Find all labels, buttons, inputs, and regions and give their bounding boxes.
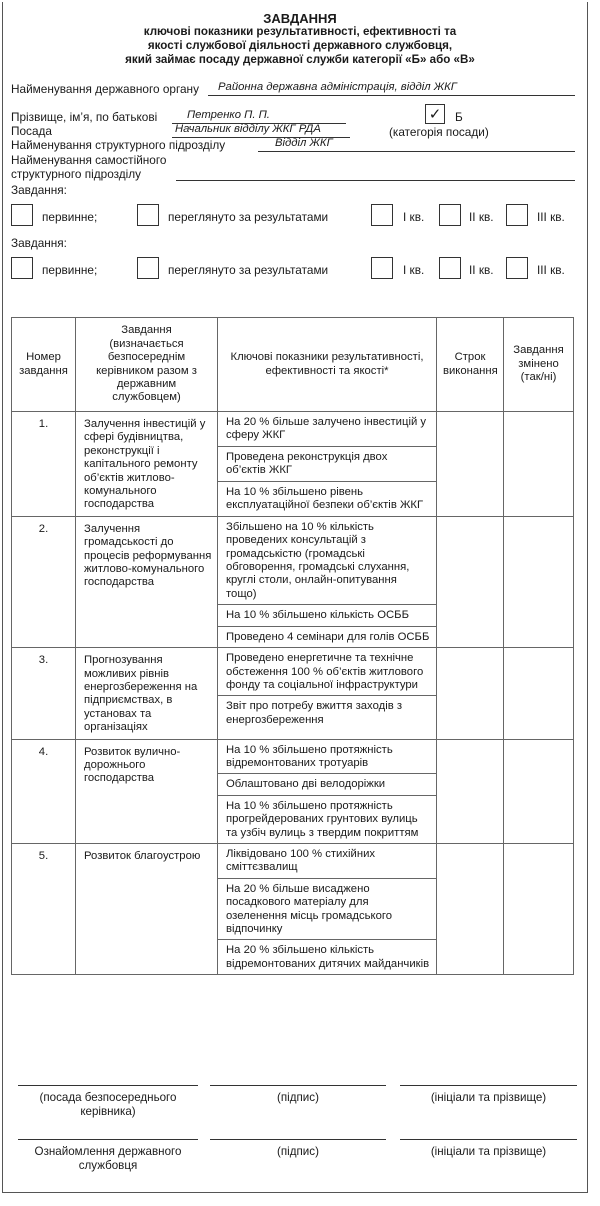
row-kpi-cell bbox=[218, 843, 437, 974]
task-row-2-revised-label: переглянуто за результатами bbox=[168, 263, 329, 277]
col-header-number: Номер завдання bbox=[12, 318, 76, 412]
task-row-2-q1-label: I кв. bbox=[403, 263, 425, 277]
category-caption: (категорія посади) bbox=[389, 125, 489, 139]
row-task: Розвиток благоустрою bbox=[76, 843, 218, 974]
struct-unit-label: Найменування структурного підрозділу bbox=[11, 138, 226, 152]
row-deadline[interactable] bbox=[437, 516, 504, 647]
task-row-1-revised-label: переглянуто за результатами bbox=[168, 210, 329, 224]
task-row-1-q2-label: II кв. bbox=[469, 210, 494, 224]
indep-unit-underline bbox=[176, 180, 575, 181]
name-label: Прізвище, ім’я, по батькові bbox=[11, 110, 158, 124]
row-changed[interactable] bbox=[504, 412, 574, 517]
row-deadline[interactable] bbox=[437, 739, 504, 843]
row-number: 5. bbox=[12, 843, 76, 974]
task-row-1-primary-label: первинне; bbox=[42, 210, 98, 224]
category-letter: Б bbox=[455, 110, 463, 124]
row-task: Прогнозування можливих рівнів енергозбереження на підприємствах, в установах та організаціях bbox=[76, 648, 218, 739]
sig-2-line-right bbox=[400, 1139, 577, 1140]
row-changed[interactable] bbox=[504, 739, 574, 843]
row-changed[interactable] bbox=[504, 843, 574, 974]
row-number: 3. bbox=[12, 648, 76, 739]
row-task: Розвиток вулично-дорожнього господарства bbox=[76, 739, 218, 843]
col-header-task: Завдання (визначається безпосереднім керівником разом з державним службовцем) bbox=[76, 318, 218, 412]
task-row-1-q1-checkbox[interactable] bbox=[371, 204, 393, 226]
row-number: 1. bbox=[12, 412, 76, 517]
form-subtitle-2: якості службової діяльності державного службовця, bbox=[147, 39, 453, 52]
task-row-2-q3-checkbox[interactable] bbox=[506, 257, 528, 279]
task-row-1-revised-checkbox[interactable] bbox=[137, 204, 159, 226]
kpi-item: На 10 % збільшено протяжність прогрейдерованих грунтових вулиць та узбіч вулиць з твердим покриттям bbox=[226, 799, 419, 839]
row-changed[interactable] bbox=[504, 516, 574, 647]
table-row bbox=[12, 739, 574, 843]
table-row bbox=[12, 843, 574, 974]
col-header-deadline: Строк виконання bbox=[437, 318, 504, 412]
struct-unit-underline bbox=[258, 151, 575, 152]
row-number: 2. bbox=[12, 516, 76, 647]
table-row bbox=[12, 412, 574, 517]
kpi-item: Облаштовано дві велодоріжки bbox=[218, 774, 436, 795]
row-deadline[interactable] bbox=[437, 412, 504, 517]
kpi-item: Збільшено на 10 % кількість проведених консультацій з громадськістю (громадські обговорення, громадські слухання, круглі столи, онлайн-опитування тощо) bbox=[218, 517, 436, 605]
position-label: Посада bbox=[11, 124, 52, 138]
kpi-item: На 10 % збільшено кількість ОСББ bbox=[218, 605, 436, 626]
row-kpi-cell bbox=[218, 648, 437, 739]
table-header-row bbox=[12, 318, 574, 412]
kpi-item: Ліквідовано 100 % стихійних сміттєзвалищ bbox=[218, 844, 436, 879]
kpi-item: На 20 % більше висаджено посадкового матеріалу для озеленення місць громадського відпочинку bbox=[218, 879, 436, 941]
kpi-item: На 20 % більше залучено інвестицій у сферу ЖКГ bbox=[218, 412, 436, 447]
struct-unit-value[interactable]: Відділ ЖКГ bbox=[275, 137, 333, 149]
task-row-1-primary-checkbox[interactable] bbox=[11, 204, 33, 226]
table-row bbox=[12, 648, 574, 739]
sig-2-name-caption: (ініціали та прізвище) bbox=[430, 1145, 547, 1158]
row-kpi-cell bbox=[218, 412, 437, 517]
task-row-2-q2-checkbox[interactable] bbox=[439, 257, 461, 279]
kpi-item: На 10 % збільшено протяжність відремонтованих тротуарів bbox=[218, 740, 436, 775]
task-row-1-q2-checkbox[interactable] bbox=[439, 204, 461, 226]
task-row-2-q1-checkbox[interactable] bbox=[371, 257, 393, 279]
task-row-2-label: Завдання: bbox=[11, 236, 67, 250]
category-checkbox[interactable] bbox=[425, 104, 445, 124]
sig-1-line-left bbox=[18, 1085, 198, 1086]
task-row-1-label: Завдання: bbox=[11, 183, 67, 197]
sig-2-line-mid bbox=[210, 1139, 386, 1140]
agency-label: Найменування державного органу bbox=[11, 82, 199, 96]
kpi-item: Проведена реконструкція двох об’єктів ЖКГ bbox=[218, 447, 436, 482]
kpi-item: Проведено 4 семінари для голів ОСББ bbox=[226, 630, 430, 643]
row-task: Залучення інвестицій у сфері будівництва, реконструкції і капітального ремонту об’єктів житлово-комунального господарства bbox=[76, 412, 218, 517]
row-deadline[interactable] bbox=[437, 843, 504, 974]
kpi-item: На 20 % збільшено кількість відремонтованих дитячих майданчиків bbox=[226, 944, 430, 970]
col-header-changed: Завдання змінено (так/ні) bbox=[504, 318, 574, 412]
indep-unit-label-2: структурного підрозділу bbox=[11, 167, 142, 181]
task-row-2-revised-checkbox[interactable] bbox=[137, 257, 159, 279]
task-row-2-q3-label: III кв. bbox=[537, 263, 565, 277]
form-title: ЗАВДАННЯ bbox=[263, 11, 337, 26]
position-value[interactable]: Начальник відділу ЖКГ РДА bbox=[175, 123, 321, 135]
row-kpi-cell bbox=[218, 516, 437, 647]
kpi-item: Проведено енергетичне та технічне обстеження 100 % об’єктів житлового фонду та соціальної інфраструктури bbox=[218, 648, 436, 696]
row-changed[interactable] bbox=[504, 648, 574, 739]
row-deadline[interactable] bbox=[437, 648, 504, 739]
name-value[interactable]: Петренко П. П. bbox=[187, 109, 270, 121]
sig-1-line-mid bbox=[210, 1085, 386, 1086]
agency-underline bbox=[208, 95, 575, 96]
table-row bbox=[12, 516, 574, 647]
sig-1-line-right bbox=[400, 1085, 577, 1086]
task-row-2-q2-label: II кв. bbox=[469, 263, 494, 277]
form-subtitle-1: ключові показники результативності, ефективності та bbox=[143, 25, 457, 38]
sig-2-line-left bbox=[18, 1139, 198, 1140]
task-row-1-q3-checkbox[interactable] bbox=[506, 204, 528, 226]
sig-1-position-caption: (посада безпосереднього керівника) bbox=[39, 1091, 177, 1118]
sig-2-signature-caption: (підпис) bbox=[277, 1145, 319, 1158]
task-row-1-q3-label: III кв. bbox=[537, 210, 565, 224]
task-row-2-primary-label: первинне; bbox=[42, 263, 98, 277]
form-subtitle-3: який займає посаду державної служби категорії «Б» або «В» bbox=[125, 53, 475, 66]
row-number: 4. bbox=[12, 739, 76, 843]
table-body bbox=[12, 412, 574, 975]
agency-value[interactable]: Районна державна адміністрація, відділ ЖКГ bbox=[218, 81, 457, 93]
kpi-item: Звіт про потребу вжиття заходів з енергозбереження bbox=[226, 700, 403, 726]
kpi-item: На 10 % збільшено рівень експлуатаційної безпеки об’єктів ЖКГ bbox=[226, 485, 424, 512]
check-icon: ✓ bbox=[428, 106, 442, 123]
indep-unit-label-1: Найменування самостійного bbox=[11, 153, 167, 167]
sig-1-signature-caption: (підпис) bbox=[277, 1091, 319, 1104]
row-kpi-cell bbox=[218, 739, 437, 843]
task-row-2-primary-checkbox[interactable] bbox=[11, 257, 33, 279]
kpi-table bbox=[11, 317, 574, 975]
sig-1-name-caption: (ініціали та прізвище) bbox=[430, 1091, 547, 1104]
sig-2-acknowledgement-caption: Ознайомлення державного службовця bbox=[34, 1145, 182, 1172]
col-header-kpi: Ключові показники результативності, ефективності та якості* bbox=[218, 318, 437, 412]
task-row-1-q1-label: I кв. bbox=[403, 210, 425, 224]
row-task: Залучення громадськості до процесів реформування житлово-комунального господарства bbox=[76, 516, 218, 647]
